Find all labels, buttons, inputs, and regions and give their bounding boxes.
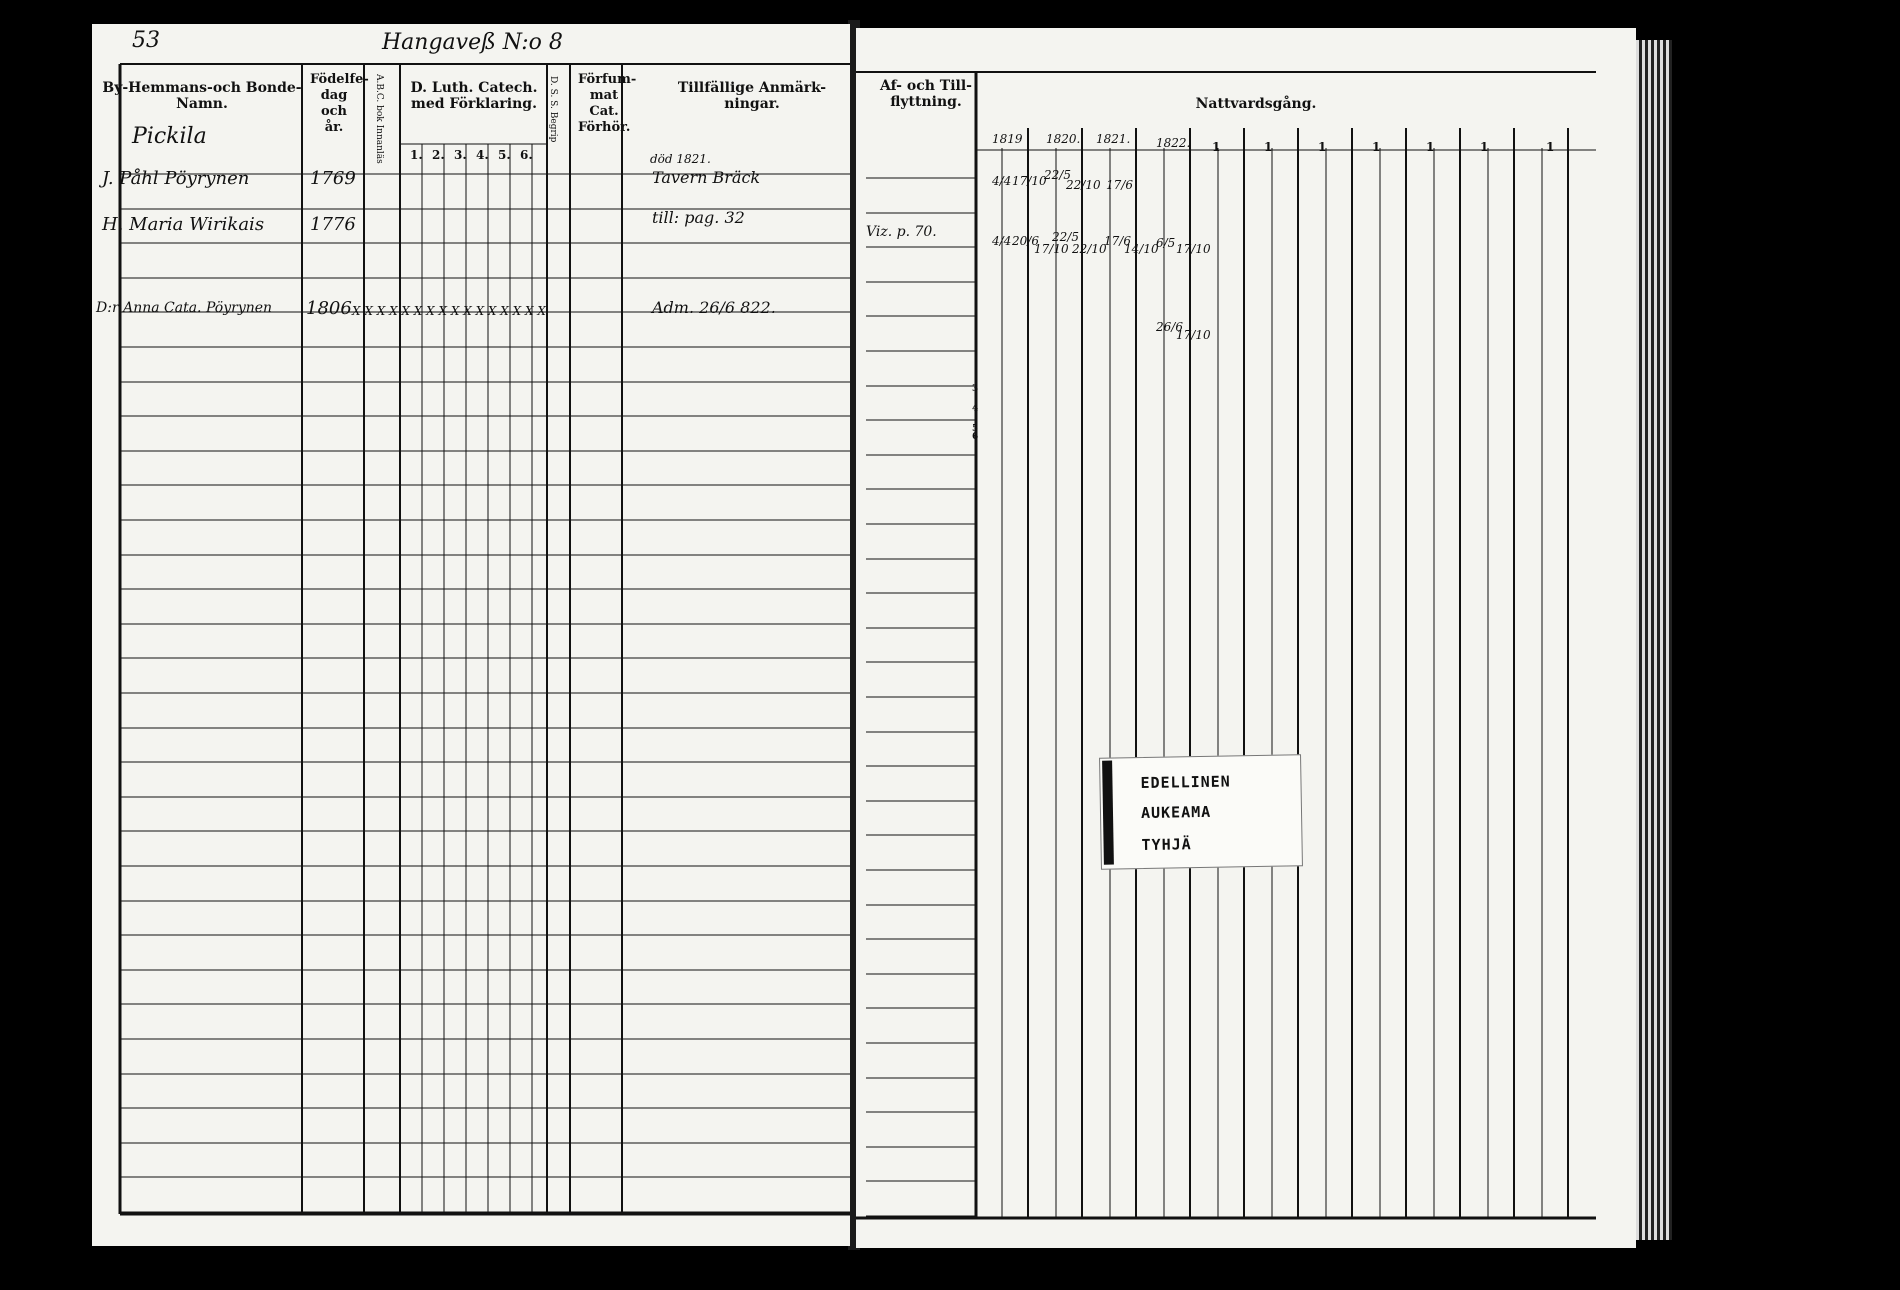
header-forfum: Förfum-mat Cat. Förhör. xyxy=(578,72,637,135)
person-2-note: till: pag. 32 xyxy=(652,208,745,227)
person-1-name: J. Påhl Pöyrynen xyxy=(102,168,250,189)
person-3-note: Adm. 26/6 822. xyxy=(652,298,776,317)
left-page xyxy=(92,24,850,1246)
comm-1-c: 22/5 xyxy=(1044,168,1071,182)
comm-2-g: 14/10 xyxy=(1124,242,1159,256)
comm-2-h: 6/5 xyxy=(1156,236,1176,250)
comm-1-d: 22/10 xyxy=(1066,178,1101,192)
stamp-line-1: EDELLINEN xyxy=(1140,772,1231,793)
catech-col-3: 3. xyxy=(454,148,467,162)
right-grid-lines xyxy=(856,28,1636,1248)
margin-number-3: 3 xyxy=(972,384,979,394)
person-3-year: 1806 xyxy=(306,298,352,319)
page-number: 53 xyxy=(132,28,160,53)
header-name: By-Hemmans-och Bonde-Namn. xyxy=(102,80,302,112)
comm-2-c: 17/10 xyxy=(1034,242,1069,256)
catech-col-4: 4. xyxy=(476,148,489,162)
comm-2-i: 17/10 xyxy=(1176,242,1211,256)
stamp-line-2: AUKEAMA xyxy=(1140,802,1212,823)
comm-1-e: 17/6 xyxy=(1106,178,1133,192)
stamp-line-3: TYHJÄ xyxy=(1141,835,1192,855)
header-notes: Tillfällige Anmärk-ningar. xyxy=(677,80,827,112)
year-blank-3: 1 xyxy=(1318,140,1327,154)
archive-stamp-label xyxy=(1099,754,1303,870)
margin-number-4: 4 xyxy=(972,404,979,414)
margin-number-5: 5 xyxy=(972,424,979,434)
catech-col-5: 5. xyxy=(498,148,511,162)
person-1-note-top: död 1821. xyxy=(650,152,711,166)
header-birth: Födelfe-dag och år. xyxy=(310,72,369,135)
person-2-year: 1776 xyxy=(310,214,356,235)
comm-3-a: 26/6 xyxy=(1156,320,1183,334)
person-2-name: H. Maria Wirikais xyxy=(102,214,265,235)
person-2-move: Viz. p. 70. xyxy=(866,224,937,240)
person-1-note: Tavern Bräck xyxy=(652,168,761,187)
year-1821: 1821. xyxy=(1096,132,1131,146)
year-blank-6: 1 xyxy=(1480,140,1489,154)
year-1819: 1819 xyxy=(992,132,1023,146)
person-3-marks: X X X X X X X X X X X X X X X X xyxy=(352,304,546,318)
year-blank-1: 1 xyxy=(1212,140,1221,154)
comm-2-d: 22/5 xyxy=(1052,230,1079,244)
person-1-year: 1769 xyxy=(310,168,356,189)
header-catechism: D. Luth. Catech. med Förklaring. xyxy=(410,80,538,112)
right-page xyxy=(856,28,1636,1248)
catech-col-2: 2. xyxy=(432,148,445,162)
person-3-name: D:r Anna Cata. Pöyrynen xyxy=(96,300,273,316)
catech-col-1: 1. xyxy=(410,148,423,162)
header-communion: Nattvardsgång. xyxy=(1195,96,1317,112)
year-blank-4: 1 xyxy=(1372,140,1381,154)
year-1822: 1822. xyxy=(1156,136,1191,150)
year-1820: 1820. xyxy=(1046,132,1081,146)
comm-1-b: 17/10 xyxy=(1012,174,1047,188)
page-edges xyxy=(1636,40,1672,1240)
comm-3-b: 17/10 xyxy=(1176,328,1211,342)
comm-2-b: 20/6 xyxy=(1012,234,1039,248)
header-abc: A.B.C. bok Innanläs xyxy=(374,74,384,164)
header-moves: Af- och Till-flyttning. xyxy=(880,78,972,110)
stamp-bar xyxy=(1102,761,1114,865)
margin-number-6: 6 xyxy=(972,432,979,442)
year-blank-7: 1 xyxy=(1546,140,1555,154)
year-blank-5: 1 xyxy=(1426,140,1435,154)
catech-col-6: 6. xyxy=(520,148,533,162)
comm-2-a: 4/4 xyxy=(992,234,1012,248)
comm-2-f: 17/6 xyxy=(1104,234,1131,248)
header-dss: D. S. S. Begrip xyxy=(548,75,558,143)
village-title: Hangaveß N:o 8 xyxy=(382,30,563,55)
comm-2-e: 22/10 xyxy=(1072,242,1107,256)
comm-1-a: 4/4 xyxy=(992,174,1012,188)
farm-name: Pickila xyxy=(132,124,207,149)
year-blank-2: 1 xyxy=(1264,140,1273,154)
